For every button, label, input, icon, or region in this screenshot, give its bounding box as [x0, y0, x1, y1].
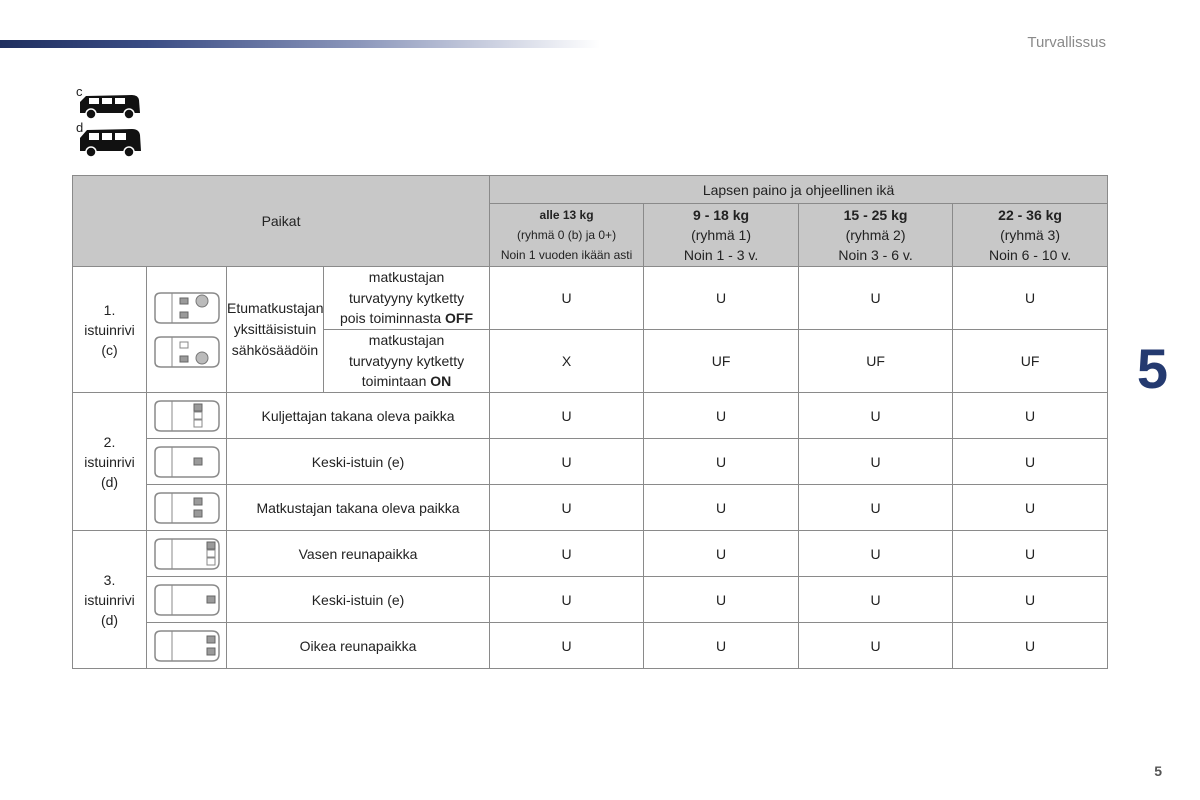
table-cell: U	[490, 623, 644, 669]
row-number: 2.	[103, 433, 116, 450]
table-cell: U	[644, 439, 799, 485]
vehicle-c	[74, 86, 144, 122]
row-label-1	[73, 267, 147, 393]
row-name: istuinrivi	[84, 321, 135, 338]
table-cell: U	[490, 485, 644, 531]
airbag-condition	[324, 330, 490, 393]
weight-column-header	[799, 204, 953, 267]
rear-seat-diagram-icon	[152, 628, 222, 664]
table-cell: U	[799, 485, 953, 531]
table-row	[73, 623, 1108, 669]
row-vehicle: (d)	[100, 611, 119, 628]
seat-diagram	[147, 393, 227, 439]
table-cell: U	[799, 531, 953, 577]
group-label: (ryhmä 3)	[1000, 227, 1061, 243]
table-cell: U	[644, 485, 799, 531]
table-cell: U	[953, 393, 1108, 439]
condition-line: turvatyyny kytketty	[348, 352, 465, 369]
table-row	[73, 531, 1108, 577]
seat-type	[227, 267, 324, 393]
rear-seat-diagram-icon	[152, 444, 222, 480]
group-label: (ryhmä 2)	[845, 227, 906, 243]
table-cell: X	[490, 330, 644, 393]
table-cell: U	[490, 531, 644, 577]
vehicle-letter: c	[76, 84, 83, 99]
seat-diagram	[147, 577, 227, 623]
van-side-icon	[74, 122, 144, 158]
table-cell: U	[644, 577, 799, 623]
seat-name: Keski-istuin (e)	[227, 439, 490, 485]
table-cell: U	[799, 267, 953, 330]
vehicle-icons	[74, 86, 144, 158]
weight-column-header	[490, 204, 644, 267]
airbag-condition	[324, 267, 490, 330]
table-cell: U	[953, 531, 1108, 577]
table-cell: UF	[644, 330, 799, 393]
weight-column-header	[953, 204, 1108, 267]
table-cell: U	[953, 485, 1108, 531]
seat-diagram	[147, 485, 227, 531]
table-cell: U	[490, 439, 644, 485]
table-cell: U	[490, 267, 644, 330]
seat-diagram	[147, 531, 227, 577]
seat-diagram	[147, 623, 227, 669]
age-label: Noin 1 - 3 v.	[683, 247, 759, 263]
table-cell: U	[953, 267, 1108, 330]
condition-line: pois toiminnasta	[339, 310, 446, 327]
seat-name: Oikea reunapaikka	[227, 623, 490, 669]
age-label: Noin 6 - 10 v.	[988, 247, 1072, 263]
places-header: Paikat	[73, 176, 490, 267]
table-cell: U	[490, 577, 644, 623]
table-row	[73, 267, 1108, 330]
table-cell: U	[644, 531, 799, 577]
table-cell: U	[799, 393, 953, 439]
rear-seat-diagram-icon	[152, 536, 222, 572]
table-row	[73, 485, 1108, 531]
row-vehicle: (d)	[100, 473, 119, 490]
row-name: istuinrivi	[84, 591, 135, 608]
vehicle-d	[74, 122, 144, 158]
seat-name: Keski-istuin (e)	[227, 577, 490, 623]
condition-line: turvatyyny kytketty	[348, 289, 465, 306]
front-seat-diagram-icon	[152, 290, 222, 326]
seat-type-line: sähkösäädöin	[231, 342, 319, 358]
seat-name: Matkustajan takana oleva paikka	[227, 485, 490, 531]
header-accent-bar	[0, 40, 600, 48]
weight-range: 9 - 18 kg	[693, 207, 750, 223]
seat-diagram	[147, 439, 227, 485]
age-label: Noin 1 vuoden ikään asti	[500, 248, 633, 262]
weight-range: 22 - 36 kg	[998, 207, 1062, 223]
rear-seat-diagram-icon	[152, 490, 222, 526]
row-number: 3.	[103, 571, 116, 588]
group-label: (ryhmä 0 (b) ja 0+)	[517, 228, 617, 242]
child-seat-table	[72, 175, 1108, 669]
front-seat-diagram-icon	[152, 334, 222, 370]
seat-name: Kuljettajan takana oleva paikka	[227, 393, 490, 439]
weight-age-header: Lapsen paino ja ohjeellinen ikä	[490, 176, 1108, 204]
table-cell: U	[953, 623, 1108, 669]
van-side-icon	[74, 86, 144, 122]
seat-type-line: yksittäisistuin	[233, 321, 317, 337]
table-cell: UF	[799, 330, 953, 393]
seat-name: Vasen reunapaikka	[227, 531, 490, 577]
chapter-number: 5	[1136, 337, 1168, 400]
table-row	[73, 393, 1108, 439]
table-cell: U	[644, 393, 799, 439]
table-row	[73, 577, 1108, 623]
weight-range: alle 13 kg	[539, 208, 594, 222]
weight-range: 15 - 25 kg	[843, 207, 908, 223]
weight-column-header	[644, 204, 799, 267]
row-vehicle: (c)	[101, 341, 118, 358]
table-cell: U	[644, 267, 799, 330]
table-cell: U	[799, 623, 953, 669]
rear-seat-diagram-icon	[152, 398, 222, 434]
vehicle-letter: d	[76, 120, 84, 135]
table-cell: U	[953, 577, 1108, 623]
airbag-state: OFF	[445, 310, 474, 327]
group-label: (ryhmä 1)	[691, 227, 751, 243]
row-name: istuinrivi	[84, 453, 135, 470]
table-row	[73, 439, 1108, 485]
rear-seat-diagram-icon	[152, 582, 222, 618]
section-title: Turvallissus	[1027, 34, 1106, 51]
row-label-3	[73, 531, 147, 669]
airbag-state: ON	[430, 373, 452, 390]
table-cell: U	[644, 623, 799, 669]
table-cell: UF	[953, 330, 1108, 393]
condition-line: matkustajan	[368, 269, 445, 286]
age-label: Noin 3 - 6 v.	[838, 247, 913, 263]
seat-diagrams	[147, 267, 227, 393]
table-cell: U	[799, 577, 953, 623]
row-label-2	[73, 393, 147, 531]
table-cell: U	[490, 393, 644, 439]
row-number: 1.	[103, 301, 116, 318]
seat-type-line: Etumatkustajan	[227, 300, 324, 316]
condition-line: toimintaan	[361, 373, 431, 390]
page-number: 5	[1154, 763, 1162, 779]
table-cell: U	[799, 439, 953, 485]
condition-line: matkustajan	[368, 332, 445, 349]
table-cell: U	[953, 439, 1108, 485]
